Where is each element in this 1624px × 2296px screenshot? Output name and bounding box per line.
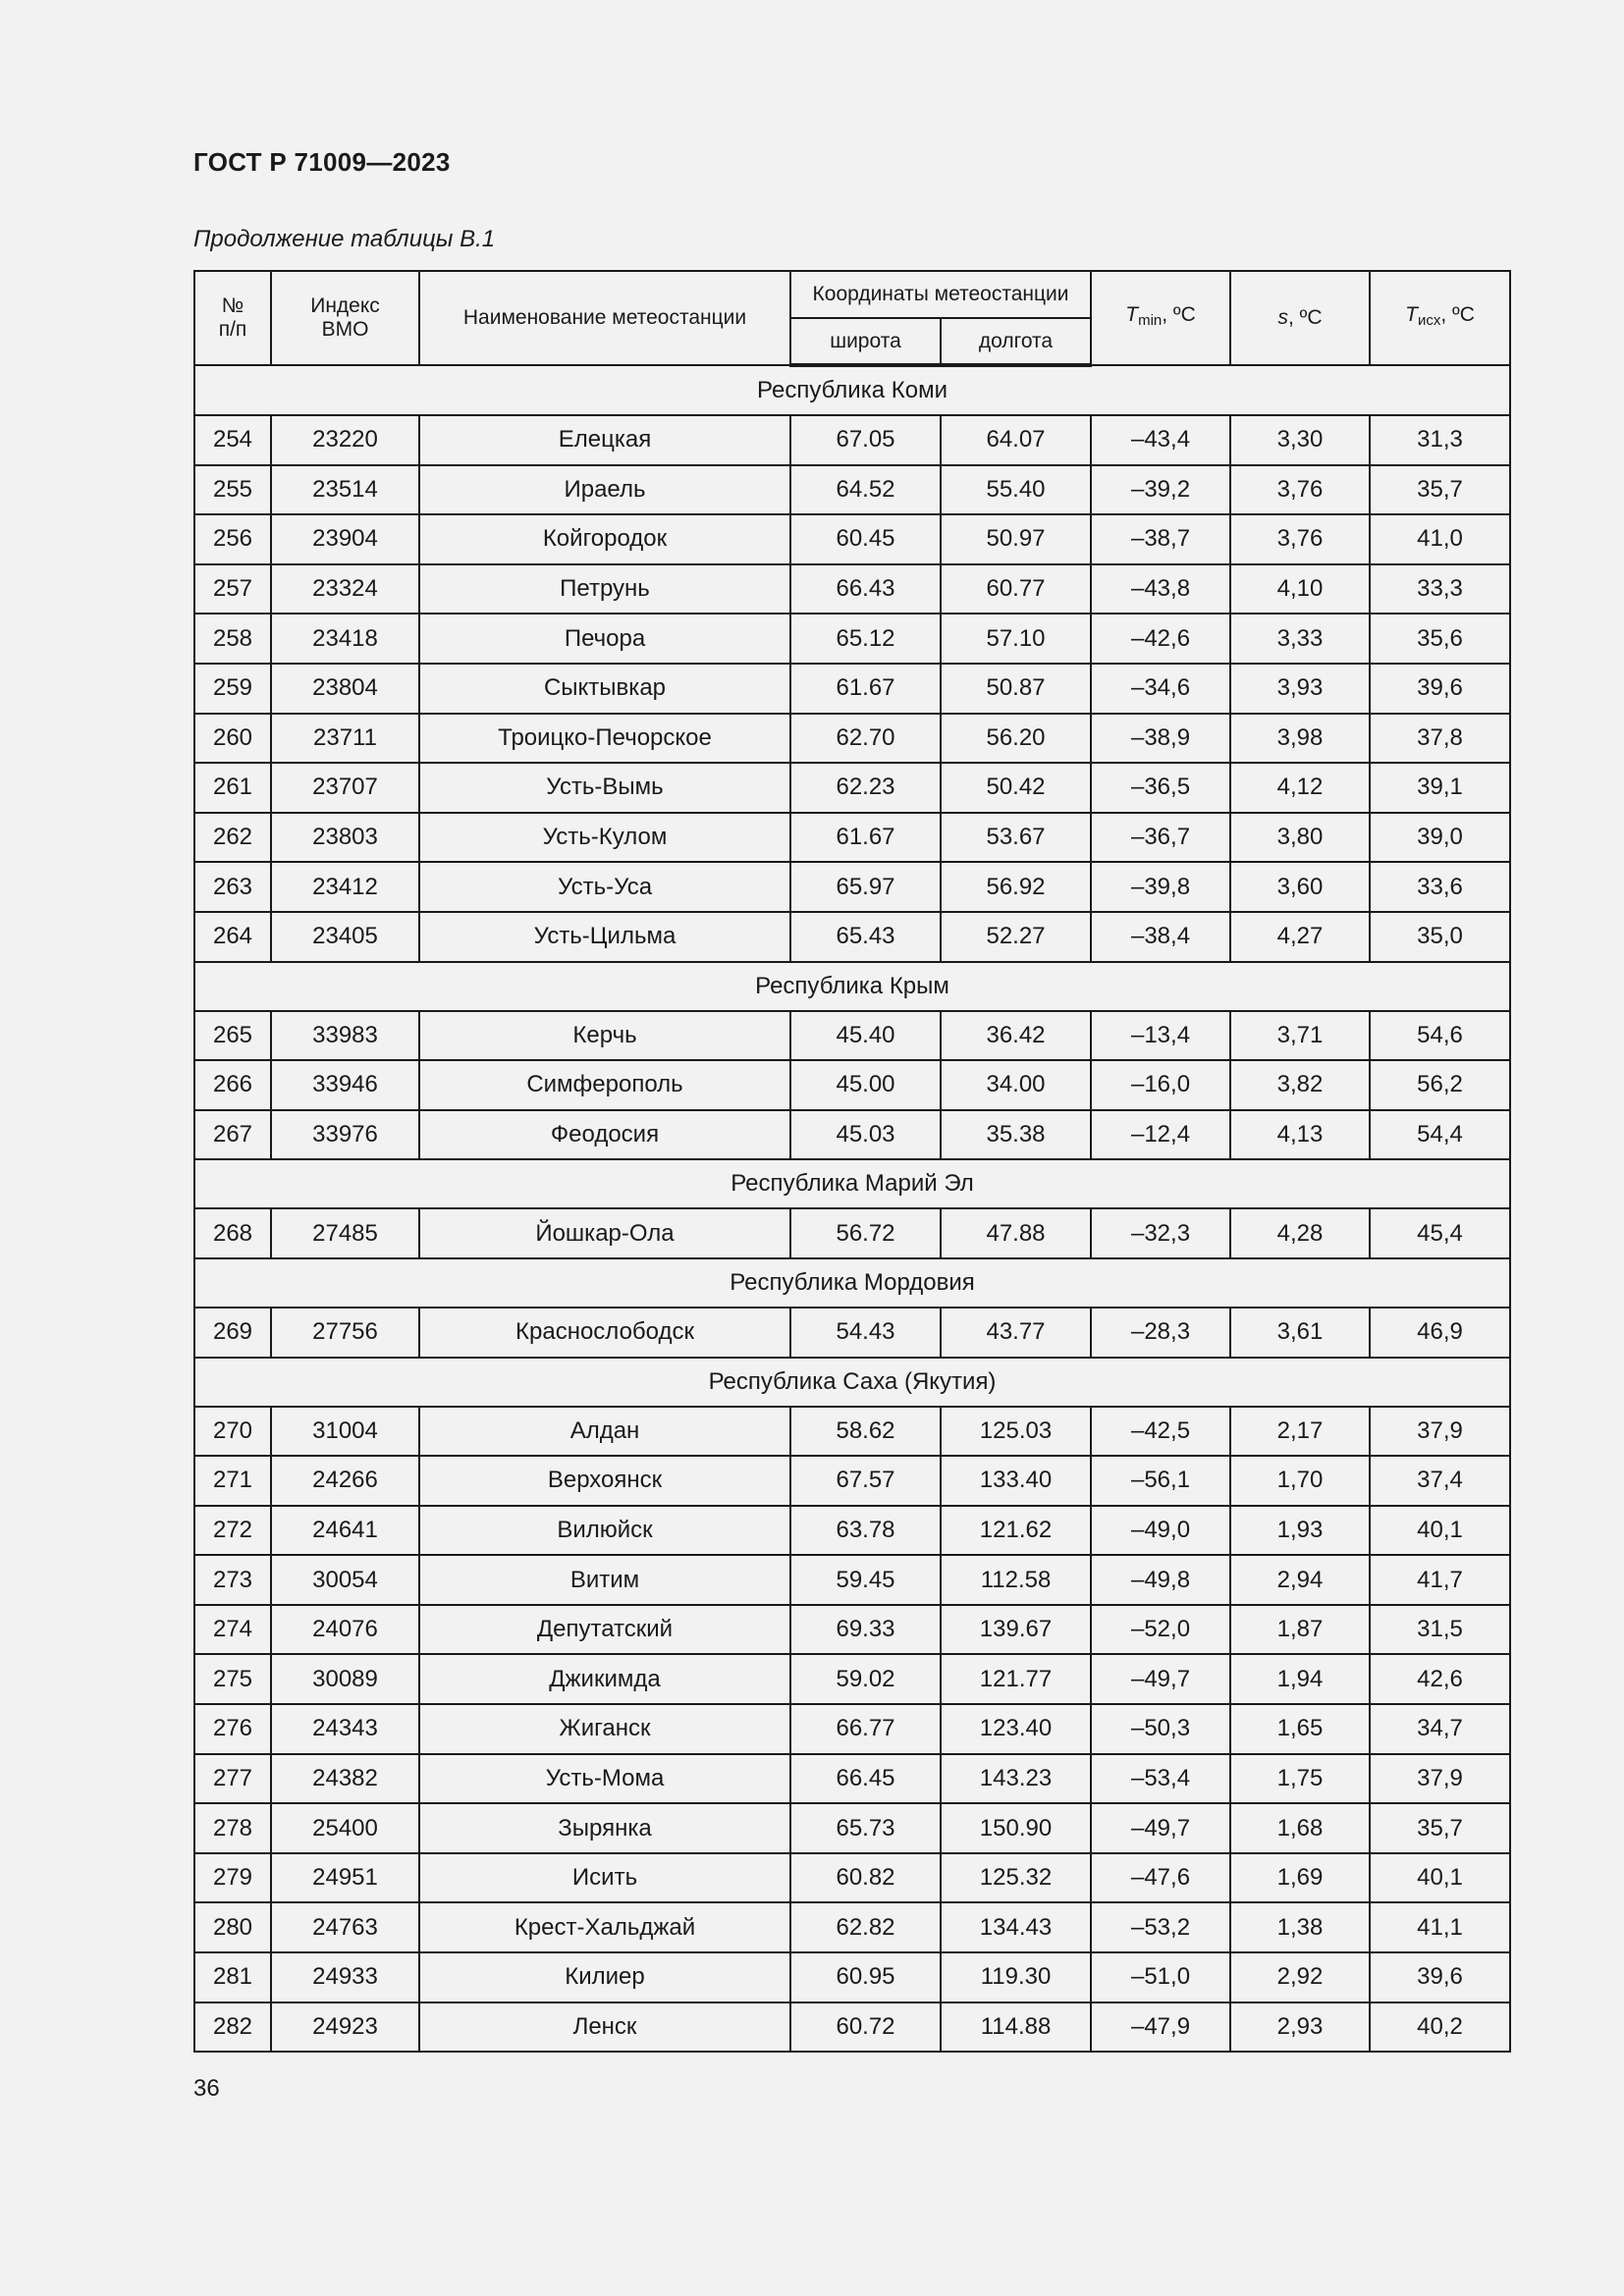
station-name: Симферополь — [419, 1060, 790, 1110]
stations-table — [193, 270, 1511, 2053]
s-value: 1,38 — [1230, 1902, 1370, 1952]
tmin-value: –49,0 — [1091, 1506, 1230, 1556]
region-heading: Республика Саха (Якутия) — [194, 1358, 1510, 1407]
tisx-value: 37,9 — [1370, 1407, 1510, 1457]
row-number: 269 — [194, 1308, 271, 1358]
wmo-index: 23804 — [271, 664, 419, 714]
tisx-value: 35,7 — [1370, 1803, 1510, 1853]
wmo-index: 33983 — [271, 1011, 419, 1061]
region-row — [194, 365, 1510, 415]
longitude: 50.87 — [941, 664, 1091, 714]
station-name: Сыктывкар — [419, 664, 790, 714]
col-header-s: s, ºC — [1230, 271, 1370, 365]
wmo-index: 23904 — [271, 514, 419, 564]
s-value: 3,30 — [1230, 415, 1370, 465]
tisx-value: 56,2 — [1370, 1060, 1510, 1110]
wmo-index: 24951 — [271, 1853, 419, 1903]
row-number: 266 — [194, 1060, 271, 1110]
s-value: 3,98 — [1230, 714, 1370, 764]
wmo-index: 23220 — [271, 415, 419, 465]
latitude: 64.52 — [790, 465, 941, 515]
station-name: Верхоянск — [419, 1456, 790, 1506]
longitude: 50.97 — [941, 514, 1091, 564]
row-number: 268 — [194, 1208, 271, 1258]
col-header-station-name: Наименование метеостанции — [419, 271, 790, 365]
station-name: Вилюйск — [419, 1506, 790, 1556]
station-name: Койгородок — [419, 514, 790, 564]
s-value: 3,80 — [1230, 813, 1370, 863]
longitude: 119.30 — [941, 1952, 1091, 2002]
tisx-value: 37,9 — [1370, 1754, 1510, 1804]
region-heading: Республика Марий Эл — [194, 1159, 1510, 1208]
s-value: 1,70 — [1230, 1456, 1370, 1506]
latitude: 61.67 — [790, 813, 941, 863]
station-name: Усть-Вымь — [419, 763, 790, 813]
s-value: 3,76 — [1230, 514, 1370, 564]
table-row — [194, 614, 1510, 664]
col-header-tisx: $T_{исх}$, ºC — [1370, 271, 1510, 365]
station-name: Депутатский — [419, 1605, 790, 1655]
s-value: 2,17 — [1230, 1407, 1370, 1457]
s-value: 1,65 — [1230, 1704, 1370, 1754]
latitude: 67.57 — [790, 1456, 941, 1506]
tmin-value: –56,1 — [1091, 1456, 1230, 1506]
longitude: 64.07 — [941, 415, 1091, 465]
latitude: 65.43 — [790, 912, 941, 962]
s-value: 4,27 — [1230, 912, 1370, 962]
tmin-value: –51,0 — [1091, 1952, 1230, 2002]
col-header-tmin: $T_{min}$, ºC — [1091, 271, 1230, 365]
longitude: 52.27 — [941, 912, 1091, 962]
latitude: 60.72 — [790, 2002, 941, 2053]
table-row — [194, 1208, 1510, 1258]
row-number: 261 — [194, 763, 271, 813]
table-row — [194, 714, 1510, 764]
tmin-value: –36,7 — [1091, 813, 1230, 863]
s-value: 4,28 — [1230, 1208, 1370, 1258]
longitude: 150.90 — [941, 1803, 1091, 1853]
table-row — [194, 1308, 1510, 1358]
latitude: 65.12 — [790, 614, 941, 664]
tisx-value: 41,1 — [1370, 1902, 1510, 1952]
s-value: 4,13 — [1230, 1110, 1370, 1160]
wmo-index: 24266 — [271, 1456, 419, 1506]
table-row — [194, 1952, 1510, 2002]
wmo-index: 24382 — [271, 1754, 419, 1804]
table-row — [194, 514, 1510, 564]
row-number: 260 — [194, 714, 271, 764]
s-value: 4,12 — [1230, 763, 1370, 813]
tmin-value: –43,4 — [1091, 415, 1230, 465]
station-name: Ираель — [419, 465, 790, 515]
latitude: 54.43 — [790, 1308, 941, 1358]
tmin-value: –47,9 — [1091, 2002, 1230, 2053]
tmin-value: –36,5 — [1091, 763, 1230, 813]
wmo-index: 24933 — [271, 1952, 419, 2002]
tisx-value: 33,3 — [1370, 564, 1510, 614]
tisx-value: 31,3 — [1370, 415, 1510, 465]
col-header-wmo-index: Индекс ВМО — [271, 271, 419, 365]
region-heading: Республика Крым — [194, 962, 1510, 1011]
longitude: 121.62 — [941, 1506, 1091, 1556]
tmin-value: –49,7 — [1091, 1803, 1230, 1853]
tmin-value: –38,4 — [1091, 912, 1230, 962]
tmin-value: –50,3 — [1091, 1704, 1230, 1754]
longitude: 125.03 — [941, 1407, 1091, 1457]
tmin-value: –12,4 — [1091, 1110, 1230, 1160]
tmin-value: –28,3 — [1091, 1308, 1230, 1358]
longitude: 112.58 — [941, 1555, 1091, 1605]
wmo-index: 30089 — [271, 1654, 419, 1704]
wmo-index: 27756 — [271, 1308, 419, 1358]
row-number: 273 — [194, 1555, 271, 1605]
station-name: Зырянка — [419, 1803, 790, 1853]
tmin-value: –42,6 — [1091, 614, 1230, 664]
row-number: 279 — [194, 1853, 271, 1903]
table-row — [194, 1853, 1510, 1903]
s-value: 3,76 — [1230, 465, 1370, 515]
table-row — [194, 1110, 1510, 1160]
row-number: 265 — [194, 1011, 271, 1061]
longitude: 47.88 — [941, 1208, 1091, 1258]
station-name: Ленск — [419, 2002, 790, 2053]
latitude: 62.70 — [790, 714, 941, 764]
tmin-value: –42,5 — [1091, 1407, 1230, 1457]
wmo-index: 24641 — [271, 1506, 419, 1556]
table-row — [194, 564, 1510, 614]
station-name: Витим — [419, 1555, 790, 1605]
wmo-index: 24076 — [271, 1605, 419, 1655]
row-number: 254 — [194, 415, 271, 465]
latitude: 45.03 — [790, 1110, 941, 1160]
tisx-value: 34,7 — [1370, 1704, 1510, 1754]
longitude: 57.10 — [941, 614, 1091, 664]
table-row — [194, 912, 1510, 962]
tisx-value: 37,8 — [1370, 714, 1510, 764]
longitude: 139.67 — [941, 1605, 1091, 1655]
row-number: 257 — [194, 564, 271, 614]
s-value: 3,60 — [1230, 862, 1370, 912]
latitude: 60.45 — [790, 514, 941, 564]
wmo-index: 23412 — [271, 862, 419, 912]
tisx-value: 54,4 — [1370, 1110, 1510, 1160]
table-row — [194, 1060, 1510, 1110]
table-row — [194, 1803, 1510, 1853]
region-row — [194, 962, 1510, 1011]
table-row — [194, 1902, 1510, 1952]
s-value: 3,33 — [1230, 614, 1370, 664]
tmin-value: –53,4 — [1091, 1754, 1230, 1804]
row-number: 277 — [194, 1754, 271, 1804]
latitude: 45.00 — [790, 1060, 941, 1110]
latitude: 56.72 — [790, 1208, 941, 1258]
s-value: 2,93 — [1230, 2002, 1370, 2053]
tisx-value: 45,4 — [1370, 1208, 1510, 1258]
latitude: 65.73 — [790, 1803, 941, 1853]
row-number: 256 — [194, 514, 271, 564]
latitude: 60.95 — [790, 1952, 941, 2002]
tmin-value: –43,8 — [1091, 564, 1230, 614]
table-caption: Продолжение таблицы В.1 — [193, 226, 496, 252]
latitude: 62.82 — [790, 1902, 941, 1952]
table-row — [194, 1704, 1510, 1754]
tmin-value: –16,0 — [1091, 1060, 1230, 1110]
latitude: 62.23 — [790, 763, 941, 813]
row-number: 259 — [194, 664, 271, 714]
row-number: 264 — [194, 912, 271, 962]
wmo-index: 33976 — [271, 1110, 419, 1160]
table-body — [194, 365, 1510, 2052]
tisx-value: 31,5 — [1370, 1605, 1510, 1655]
document-title: ГОСТ Р 71009—2023 — [193, 147, 451, 177]
tmin-value: –39,2 — [1091, 465, 1230, 515]
row-number: 278 — [194, 1803, 271, 1853]
longitude: 56.92 — [941, 862, 1091, 912]
longitude: 55.40 — [941, 465, 1091, 515]
row-number: 280 — [194, 1902, 271, 1952]
row-number: 274 — [194, 1605, 271, 1655]
region-row — [194, 1358, 1510, 1407]
wmo-index: 23405 — [271, 912, 419, 962]
table-row — [194, 1605, 1510, 1655]
s-value: 1,69 — [1230, 1853, 1370, 1903]
longitude: 121.77 — [941, 1654, 1091, 1704]
table-row — [194, 813, 1510, 863]
station-name: Печора — [419, 614, 790, 664]
region-heading: Республика Мордовия — [194, 1258, 1510, 1308]
wmo-index: 24343 — [271, 1704, 419, 1754]
longitude: 53.67 — [941, 813, 1091, 863]
tmin-value: –13,4 — [1091, 1011, 1230, 1061]
row-number: 258 — [194, 614, 271, 664]
tmin-value: –47,6 — [1091, 1853, 1230, 1903]
station-name: Исить — [419, 1853, 790, 1903]
tmin-value: –49,7 — [1091, 1654, 1230, 1704]
wmo-index: 30054 — [271, 1555, 419, 1605]
s-value: 3,71 — [1230, 1011, 1370, 1061]
tisx-value: 41,0 — [1370, 514, 1510, 564]
region-heading: Республика Коми — [194, 365, 1510, 415]
tisx-value: 42,6 — [1370, 1654, 1510, 1704]
tisx-value: 35,7 — [1370, 465, 1510, 515]
latitude: 66.77 — [790, 1704, 941, 1754]
longitude: 36.42 — [941, 1011, 1091, 1061]
page-number: 36 — [193, 2075, 220, 2102]
tisx-value: 39,6 — [1370, 1952, 1510, 2002]
tisx-value: 39,1 — [1370, 763, 1510, 813]
longitude: 34.00 — [941, 1060, 1091, 1110]
station-name: Джикимда — [419, 1654, 790, 1704]
col-header-latitude: широта — [790, 318, 941, 365]
row-number: 275 — [194, 1654, 271, 1704]
wmo-index: 23514 — [271, 465, 419, 515]
tisx-value: 40,1 — [1370, 1853, 1510, 1903]
tisx-value: 46,9 — [1370, 1308, 1510, 1358]
s-value: 3,82 — [1230, 1060, 1370, 1110]
region-row — [194, 1159, 1510, 1208]
longitude: 60.77 — [941, 564, 1091, 614]
tmin-value: –52,0 — [1091, 1605, 1230, 1655]
s-value: 1,93 — [1230, 1506, 1370, 1556]
longitude: 35.38 — [941, 1110, 1091, 1160]
latitude: 58.62 — [790, 1407, 941, 1457]
tisx-value: 41,7 — [1370, 1555, 1510, 1605]
station-name: Усть-Кулом — [419, 813, 790, 863]
table-row — [194, 1407, 1510, 1457]
row-number: 276 — [194, 1704, 271, 1754]
wmo-index: 23418 — [271, 614, 419, 664]
tisx-value: 37,4 — [1370, 1456, 1510, 1506]
tisx-value: 33,6 — [1370, 862, 1510, 912]
wmo-index: 23707 — [271, 763, 419, 813]
col-header-longitude: долгота — [941, 318, 1091, 365]
table-row — [194, 862, 1510, 912]
wmo-index: 25400 — [271, 1803, 419, 1853]
latitude: 67.05 — [790, 415, 941, 465]
latitude: 63.78 — [790, 1506, 941, 1556]
table-row — [194, 763, 1510, 813]
s-value: 2,92 — [1230, 1952, 1370, 2002]
latitude: 61.67 — [790, 664, 941, 714]
longitude: 125.32 — [941, 1853, 1091, 1903]
latitude: 66.45 — [790, 1754, 941, 1804]
table-row — [194, 1555, 1510, 1605]
latitude: 65.97 — [790, 862, 941, 912]
table-row — [194, 1754, 1510, 1804]
tmin-value: –53,2 — [1091, 1902, 1230, 1952]
tisx-value: 39,0 — [1370, 813, 1510, 863]
row-number: 272 — [194, 1506, 271, 1556]
station-name: Краснослободск — [419, 1308, 790, 1358]
table-row — [194, 1506, 1510, 1556]
tisx-value: 40,2 — [1370, 2002, 1510, 2053]
longitude: 43.77 — [941, 1308, 1091, 1358]
longitude: 50.42 — [941, 763, 1091, 813]
s-value: 2,94 — [1230, 1555, 1370, 1605]
s-value: 1,94 — [1230, 1654, 1370, 1704]
tmin-value: –38,9 — [1091, 714, 1230, 764]
wmo-index: 27485 — [271, 1208, 419, 1258]
tmin-value: –39,8 — [1091, 862, 1230, 912]
table-row — [194, 1456, 1510, 1506]
tisx-value: 39,6 — [1370, 664, 1510, 714]
table-row — [194, 465, 1510, 515]
station-name: Алдан — [419, 1407, 790, 1457]
row-number: 281 — [194, 1952, 271, 2002]
table-row — [194, 1011, 1510, 1061]
wmo-index: 33946 — [271, 1060, 419, 1110]
tisx-value: 40,1 — [1370, 1506, 1510, 1556]
table-row — [194, 2002, 1510, 2053]
latitude: 59.45 — [790, 1555, 941, 1605]
wmo-index: 23803 — [271, 813, 419, 863]
latitude: 60.82 — [790, 1853, 941, 1903]
row-number: 262 — [194, 813, 271, 863]
row-number: 271 — [194, 1456, 271, 1506]
station-name: Елецкая — [419, 415, 790, 465]
latitude: 59.02 — [790, 1654, 941, 1704]
longitude: 133.40 — [941, 1456, 1091, 1506]
s-value: 1,75 — [1230, 1754, 1370, 1804]
tmin-value: –34,6 — [1091, 664, 1230, 714]
station-name: Усть-Мома — [419, 1754, 790, 1804]
station-name: Усть-Цильма — [419, 912, 790, 962]
station-name: Троицко-Печорское — [419, 714, 790, 764]
station-name: Феодосия — [419, 1110, 790, 1160]
tisx-value: 35,6 — [1370, 614, 1510, 664]
col-header-coordinates: Координаты метеостанции — [790, 271, 1091, 318]
station-name: Жиганск — [419, 1704, 790, 1754]
table-row — [194, 1654, 1510, 1704]
longitude: 143.23 — [941, 1754, 1091, 1804]
wmo-index: 31004 — [271, 1407, 419, 1457]
station-name: Йошкар-Ола — [419, 1208, 790, 1258]
wmo-index: 24763 — [271, 1902, 419, 1952]
region-row — [194, 1258, 1510, 1308]
col-header-number: № п/п — [194, 271, 271, 365]
s-value: 3,93 — [1230, 664, 1370, 714]
row-number: 263 — [194, 862, 271, 912]
longitude: 56.20 — [941, 714, 1091, 764]
wmo-index: 23324 — [271, 564, 419, 614]
s-value: 3,61 — [1230, 1308, 1370, 1358]
tisx-value: 54,6 — [1370, 1011, 1510, 1061]
wmo-index: 23711 — [271, 714, 419, 764]
table-row — [194, 415, 1510, 465]
longitude: 134.43 — [941, 1902, 1091, 1952]
station-name: Керчь — [419, 1011, 790, 1061]
tmin-value: –49,8 — [1091, 1555, 1230, 1605]
row-number: 255 — [194, 465, 271, 515]
tmin-value: –38,7 — [1091, 514, 1230, 564]
row-number: 267 — [194, 1110, 271, 1160]
s-value: 1,68 — [1230, 1803, 1370, 1853]
longitude: 123.40 — [941, 1704, 1091, 1754]
station-name: Крест-Хальджай — [419, 1902, 790, 1952]
s-value: 1,87 — [1230, 1605, 1370, 1655]
row-number: 282 — [194, 2002, 271, 2053]
longitude: 114.88 — [941, 2002, 1091, 2053]
wmo-index: 24923 — [271, 2002, 419, 2053]
row-number: 270 — [194, 1407, 271, 1457]
latitude: 45.40 — [790, 1011, 941, 1061]
table-row — [194, 664, 1510, 714]
station-name: Килиер — [419, 1952, 790, 2002]
station-name: Петрунь — [419, 564, 790, 614]
tisx-value: 35,0 — [1370, 912, 1510, 962]
latitude: 66.43 — [790, 564, 941, 614]
latitude: 69.33 — [790, 1605, 941, 1655]
tmin-value: –32,3 — [1091, 1208, 1230, 1258]
station-name: Усть-Уса — [419, 862, 790, 912]
s-value: 4,10 — [1230, 564, 1370, 614]
